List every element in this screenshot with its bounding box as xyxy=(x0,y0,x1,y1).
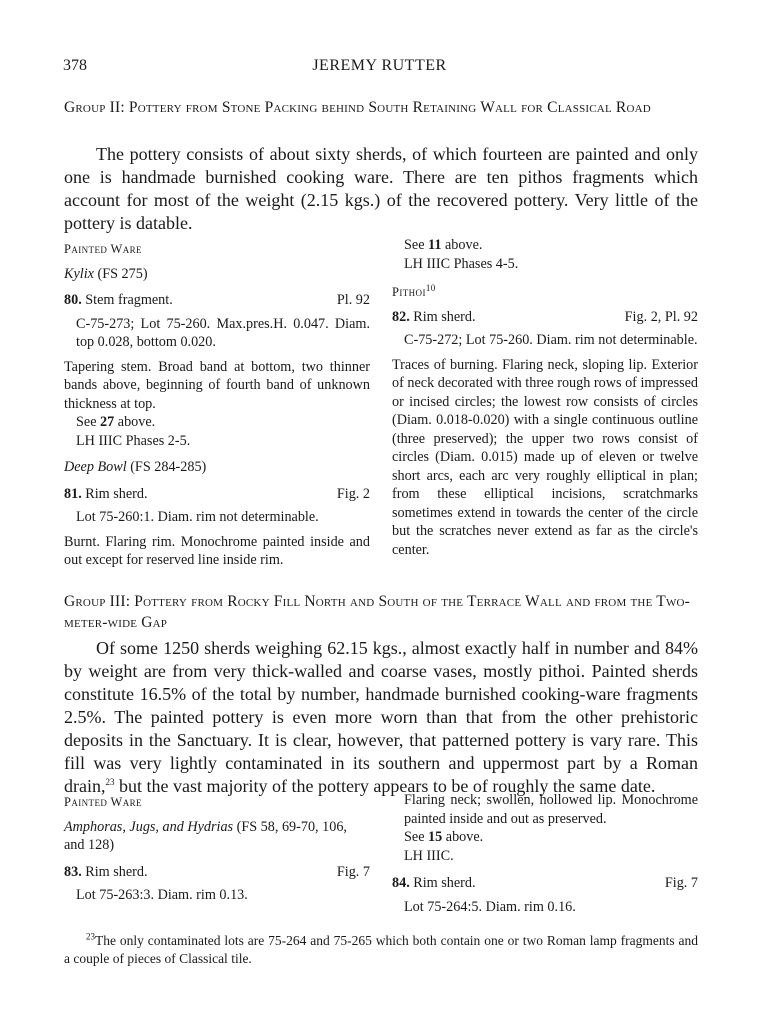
deep-bowl-title: Deep Bowl xyxy=(64,459,127,475)
entry-83-meta: Lot 75-263:3. Diam. rim 0.13. xyxy=(76,887,248,903)
group-2-right-column xyxy=(392,236,698,559)
entry-80-ref: Pl. 92 xyxy=(336,292,370,308)
entry-82-meta: C-75-272; Lot 75-260. Diam. rim not determinable. xyxy=(404,332,698,348)
footnote-ref-10: 10 xyxy=(425,282,436,293)
group-3-heading: Group III: Pottery from Rocky Fill North and South of the Terrace Wall and from the Two-meter-wide Gap xyxy=(64,593,691,631)
kylix-fs: (FS 275) xyxy=(93,265,148,282)
deep-bowl-heading xyxy=(64,458,370,477)
entry-81-ref: Fig. 2 xyxy=(336,485,370,502)
amphoras-fs: (FS 58, 69-70, 106, and 128) xyxy=(64,818,347,853)
entry-84-ref: Fig. 7 xyxy=(664,875,698,891)
entry-80-number: 80. xyxy=(64,292,82,308)
entry-80-desc: Tapering stem. Broad band at bottom, two thinner bands above, beginning of fourth band of unknown thickness at top. xyxy=(64,358,370,412)
deep-bowl-fs: (FS 284-285) xyxy=(126,459,207,475)
entry-81-meta: Lot 75-260:1. Diam. rim not determinable. xyxy=(76,509,319,525)
entry-80-date: LH IIIC Phases 2-5. xyxy=(76,432,191,449)
entry-82-number: 82. xyxy=(392,308,410,325)
kylix-title: Kylix xyxy=(64,265,94,282)
entry-83-ref: Fig. 7 xyxy=(336,863,370,880)
entry-84-title: Rim sherd. xyxy=(409,875,476,891)
footnote-ref-23: 23 xyxy=(105,777,115,787)
entry-82-header xyxy=(392,308,698,327)
entry-80-see: See 27 above. xyxy=(76,414,156,430)
entry-83-date: LH IIIC. xyxy=(404,847,454,864)
section-label: Painted Ware xyxy=(64,242,142,256)
footnote-23 xyxy=(64,932,698,968)
amphoras-heading xyxy=(64,818,370,855)
group-3-right-column xyxy=(392,791,698,916)
entry-82-desc: Traces of burning. Flaring neck, sloping lip. Exterior of neck decorated with three rough rows of impressed or incised circles; the lowest row consists of circles (Diam. 0.018-0.020) with a single continuous outline (three preserved); the upper two rows consist of circles (Diam. 0.015) made up of eleven or twelve short arcs, each arc very roughly elliptical in plan; from these elliptical incisions, scratchmarks sometimes extend in towards the center of the circle but the scratches never extend as far as the circle's center. xyxy=(392,356,698,558)
entry-80-title: Stem fragment. xyxy=(81,292,173,308)
footnote-text: The only contaminated lots are 75-264 and 75-265 which both contain one or two Roman lamp fragments and a couple of pieces of Classical tile. xyxy=(64,933,698,966)
page-number: 378 xyxy=(63,57,87,74)
entry-81-desc: Burnt. Flaring rim. Monochrome painted inside and out except for reserved line inside rim. xyxy=(64,533,370,568)
entry-80-header xyxy=(64,291,370,310)
group-3-left-column xyxy=(64,793,370,905)
see-11: See 11 above. xyxy=(404,237,483,253)
group-3-intro: Of some 1250 sherds weighing 62.15 kgs., almost exactly half in number and 84% by weight are from very thick-walled and coarse vases, mostly pithoi. Painted sherds constitute 16.5% of the total by number, handmade burnished cooking-ware fragments 2.5%. The painted pottery is even more worn than that from the other prehistoric deposits in the Sanctuary. It is clear, however, that patterned pottery is vary rare. This fill was very lightly contaminated in its southern and uppermost part by a Roman drain,$^{23}$ but the vast majority of the pottery appears to be of roughly the same date. xyxy=(64,638,698,796)
entry-81-title: Rim sherd. xyxy=(81,485,148,502)
entry-83-header xyxy=(64,863,370,882)
entry-83-desc: Flaring neck; swollen, hollowed lip. Monochrome painted inside and out as preserved. xyxy=(404,792,698,827)
section-label: Painted Ware xyxy=(64,795,142,809)
see-15: See 15 above. xyxy=(404,829,484,845)
entry-81-number: 81. xyxy=(64,485,82,502)
footnote-marker: 23 xyxy=(86,931,95,942)
entry-80-meta: C-75-273; Lot 75-260. Max.pres.H. 0.047. Diam. top 0.028, bottom 0.020. xyxy=(76,315,370,350)
entry-82-title: Rim sherd. xyxy=(409,308,476,325)
entry-84-header xyxy=(392,874,698,893)
group-2-intro: The pottery consists of about sixty sherds, of which fourteen are painted and only one is handmade burnished cooking ware. There are ten pithos fragments which account for most of the weight (2.15 kgs.) of the recovered pottery. Very little of the pottery is datable. xyxy=(64,144,698,233)
kylix-heading xyxy=(64,265,370,284)
entry-84-meta: Lot 75-264:5. Diam. rim 0.16. xyxy=(404,898,576,915)
entry-83-title: Rim sherd. xyxy=(81,863,148,880)
pithoi-label: Pithoi$^{10}$ xyxy=(392,282,436,299)
amphoras-title: Amphoras, Jugs, and Hydrias xyxy=(64,818,234,835)
group-2-heading: Group II: Pottery from Stone Packing behind South Retaining Wall for Classical Road xyxy=(64,99,651,116)
entry-82-ref: Fig. 2, Pl. 92 xyxy=(624,308,698,325)
running-head: JEREMY RUTTER xyxy=(312,57,447,74)
entry-81-header xyxy=(64,485,370,504)
group-2-left-column xyxy=(64,240,370,570)
entry-83-number: 83. xyxy=(64,863,82,880)
entry-84-number: 84. xyxy=(392,875,410,891)
phases-date: LH IIIC Phases 4-5. xyxy=(404,255,519,272)
